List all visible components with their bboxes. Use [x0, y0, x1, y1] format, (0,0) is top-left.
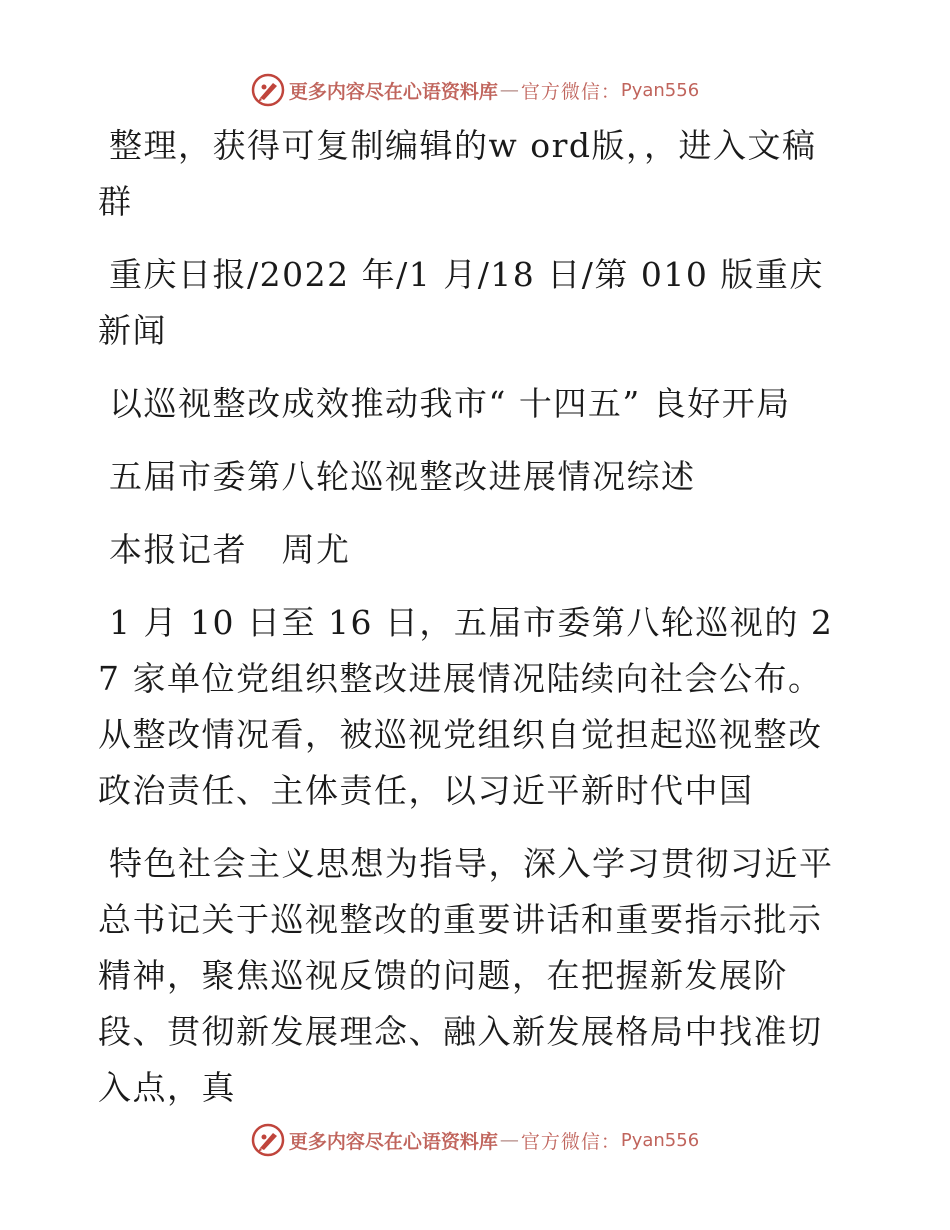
watermark-label: 官方微信： [520, 80, 621, 103]
pen-logo-icon [251, 1123, 285, 1157]
watermark-id: Pyan556 [620, 79, 700, 101]
article-title: 以巡视整改成效推动我市“ 十四五” 良好开局 [109, 384, 791, 423]
paragraph-body-2: 特色社会主义思想为指导，深入学习贯彻习近平总书记关于巡视整改的重要讲话和重要指示批示精神，聚焦巡视反馈的问题，在把握新发展阶段、贯彻新发展理念、融入新发展格局中找准切入点，真 [98, 844, 834, 1107]
article-subtitle: 五届市委第八轮巡视整改进展情况综述 [109, 457, 696, 496]
watermark-text: 更多内容尽在心语资料库 [288, 1130, 498, 1153]
paragraph-body-1: 1 月 10 日至 16 日，五届市委第八轮巡视的 27 家单位党组织整改进展情况陆续向社会公布。从整改情况看，被巡视党组织自觉担起巡视整改政治责任、主体责任，以习近平新时代中国 [98, 603, 834, 810]
watermark-header [0, 70, 950, 110]
paragraph-source: 重庆日报/2022 年/1 月/18 日/第 010 版重庆新闻 [98, 255, 824, 350]
watermark-id: Pyan556 [620, 1129, 700, 1151]
watermark-dash: — [499, 79, 519, 101]
watermark-dash: — [499, 1129, 519, 1151]
watermark-label: 官方微信： [520, 1130, 621, 1153]
pen-logo-icon [251, 73, 285, 107]
watermark-text: 更多内容尽在心语资料库 [288, 80, 498, 103]
article-byline: 本报记者 周尤 [109, 530, 351, 569]
watermark-footer [0, 1120, 950, 1160]
document-body [98, 118, 850, 1133]
paragraph-intro: 整理，获得可复制编辑的w ord版，，进入文稿群 [98, 126, 817, 221]
